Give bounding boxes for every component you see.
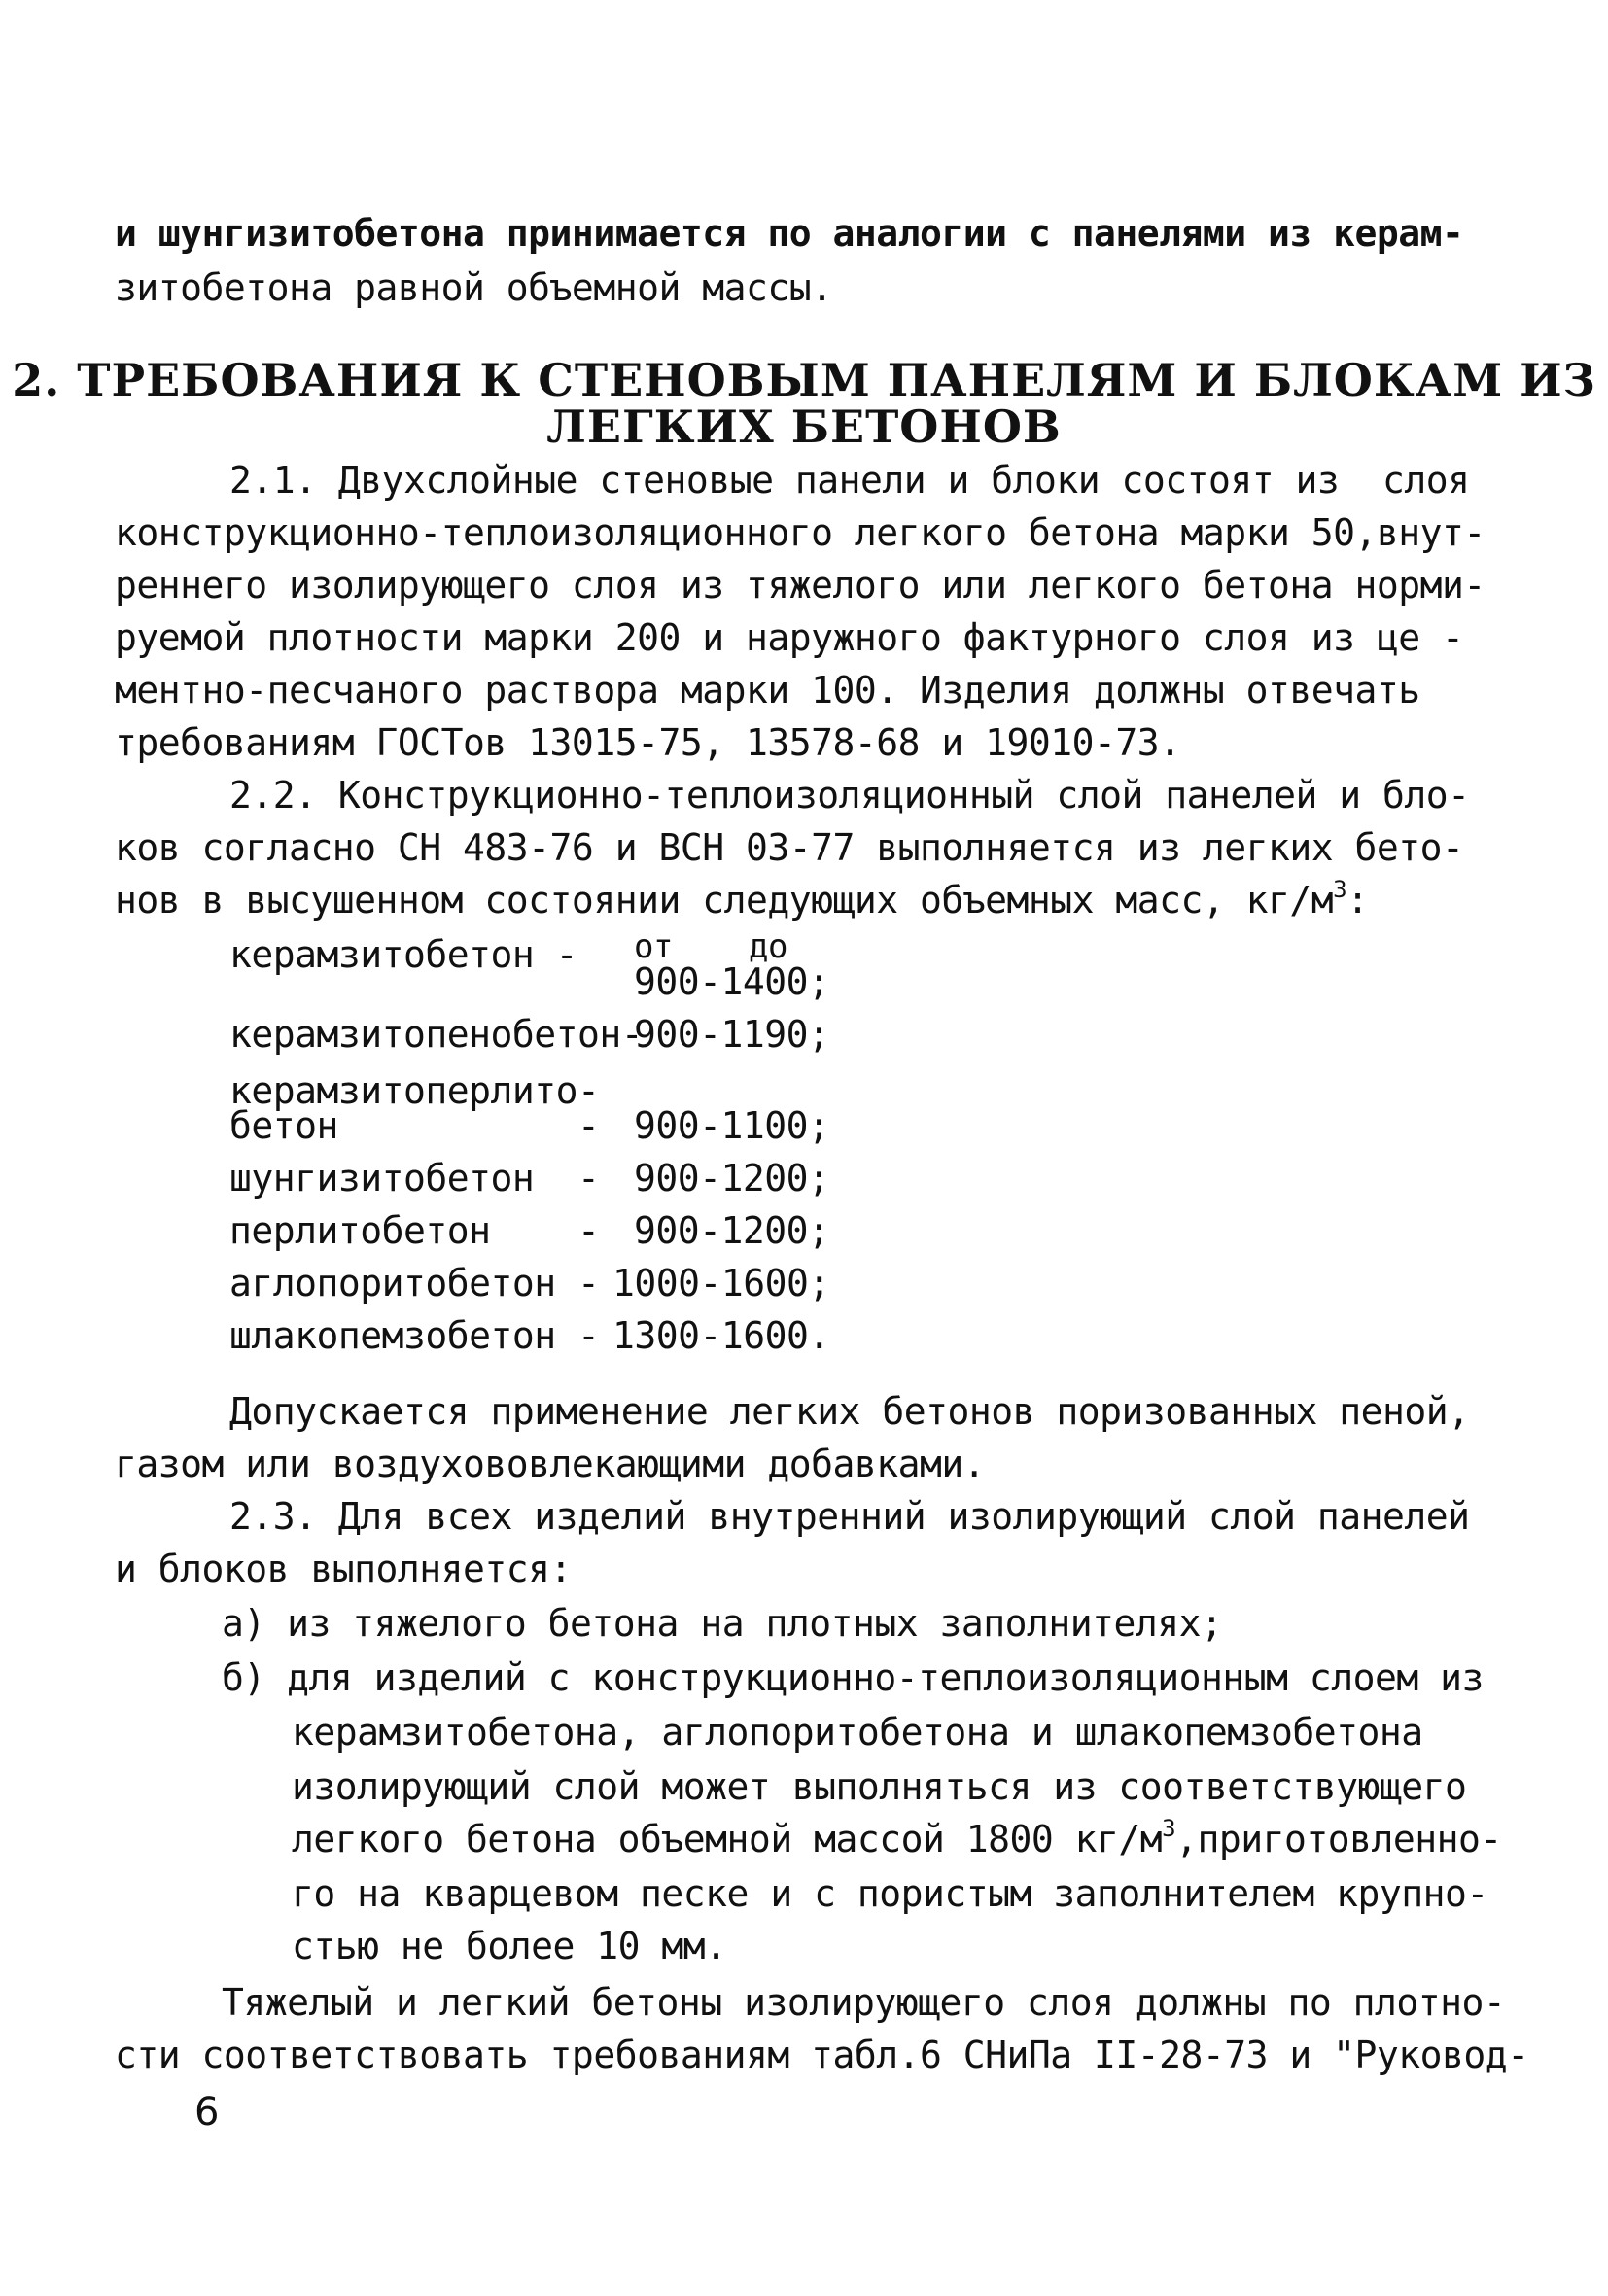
material-name-5: перлитобетон - [229, 1209, 600, 1252]
material-name-3b: бетон - [229, 1104, 600, 1147]
list-item-a: а) из тяжелого бетона на плотных заполнителях; [222, 1602, 1223, 1645]
material-name-3a: керамзитоперлито- [229, 1069, 600, 1112]
intro-line-2: зитобетона равной объемной массы. [115, 266, 833, 309]
paragraph-2-1-line-2: конструкционно-теплоизоляционного легкого бетона марки 50,внут- [115, 511, 1486, 554]
allowed-line-2: газом или воздухововлекающими добавками. [115, 1443, 986, 1485]
range-label-from: от [634, 927, 673, 966]
section-heading-line-1: 2. ТРЕБОВАНИЯ К СТЕНОВЫМ ПАНЕЛЯМ И БЛОКАМ ИЗ [12, 354, 1596, 406]
list-item-b-line-2: керамзитобетона, аглопоритобетона и шлакопемзобетона [292, 1711, 1423, 1754]
material-name-2: керамзитопенобетон- [229, 1013, 644, 1056]
material-range-4: 900-1200; [634, 1157, 830, 1200]
material-range-7: 1300-1600. [612, 1314, 830, 1357]
list-item-b-line-4-text: легкого бетона объемной массой 1800 кг/м [292, 1818, 1163, 1861]
range-label-to: до [749, 927, 787, 966]
material-name-6: аглопоритобетон - [229, 1262, 600, 1305]
unit-superscript: 3 [1333, 876, 1347, 903]
paragraph-2-3-line-1: 2.3. Для всех изделий внутренний изолирующий слой панелей [229, 1495, 1470, 1538]
paragraph-2-2-line-1: 2.2. Конструкционно-теплоизоляционный слой панелей и бло- [229, 774, 1470, 817]
material-range-2: 900-1190; [634, 1013, 830, 1056]
page-number: 6 [194, 2090, 220, 2135]
paragraph-2-2-line-3-text: нов в высушенном состоянии следующих объемных масс, кг/м [115, 879, 1334, 922]
material-name-4: шунгизитобетон - [229, 1157, 600, 1200]
list-item-b-line-4 [292, 1816, 1502, 1862]
paragraph-2-1-line-5: ментно-песчаного раствора марки 100. Изделия должны отвечать [115, 669, 1420, 712]
material-range-3: 900-1100; [634, 1104, 830, 1147]
allowed-line-1: Допускается применение легких бетонов поризованных пеной, [229, 1390, 1470, 1433]
paragraph-2-1-line-1: 2.1. Двухслойные стеновые панели и блоки состоят из слоя [229, 459, 1470, 502]
unit-superscript-2: 3 [1162, 1815, 1176, 1842]
material-name-7: шлакопемзобетон - [229, 1314, 600, 1357]
list-item-b-line-3: изолирующий слой может выполняться из соответствующего [292, 1765, 1467, 1808]
paragraph-2-2-line-2: ков согласно СН 483-76 и ВСН 03-77 выполняется из легких бето- [115, 826, 1464, 869]
paragraph-2-2-line-3 [115, 877, 1369, 923]
paragraph-2-2-line-3-tail: : [1346, 879, 1369, 922]
final-line-2: сти соответствовать требованиям табл.6 СНиПа II-28-73 и "Руковод- [115, 2034, 1529, 2076]
paragraph-2-1-line-3: реннего изолирующего слоя из тяжелого или легкого бетона норми- [115, 564, 1486, 607]
material-name-1: керамзитобетон - [229, 933, 578, 976]
paragraph-2-1-line-6: требованиям ГОСТов 13015-75, 13578-68 и 19010-73. [115, 721, 1181, 764]
list-item-b-line-5: го на кварцевом песке и с пористым заполнителем крупно- [292, 1872, 1488, 1915]
material-range-6: 1000-1600; [612, 1262, 830, 1305]
intro-line-1: и шунгизитобетона принимается по аналогии с панелями из керам- [115, 212, 1464, 255]
list-item-b-line-1: б) для изделий с конструкционно-теплоизоляционным слоем из [222, 1656, 1484, 1699]
material-range-5: 900-1200; [634, 1209, 830, 1252]
list-item-b-line-4-tail: ,приготовленно- [1175, 1818, 1502, 1861]
paragraph-2-3-line-2: и блоков выполняется: [115, 1548, 572, 1590]
material-range-1: 900-1400; [634, 960, 830, 1003]
final-line-1: Тяжелый и легкий бетоны изолирующего слоя должны по плотно- [222, 1981, 1506, 2024]
section-heading-line-2: ЛЕГКИХ БЕТОНОВ [546, 400, 1062, 453]
list-item-b-line-6: стью не более 10 мм. [292, 1925, 727, 1967]
paragraph-2-1-line-4: руемой плотности марки 200 и наружного фактурного слоя из це - [115, 616, 1464, 659]
